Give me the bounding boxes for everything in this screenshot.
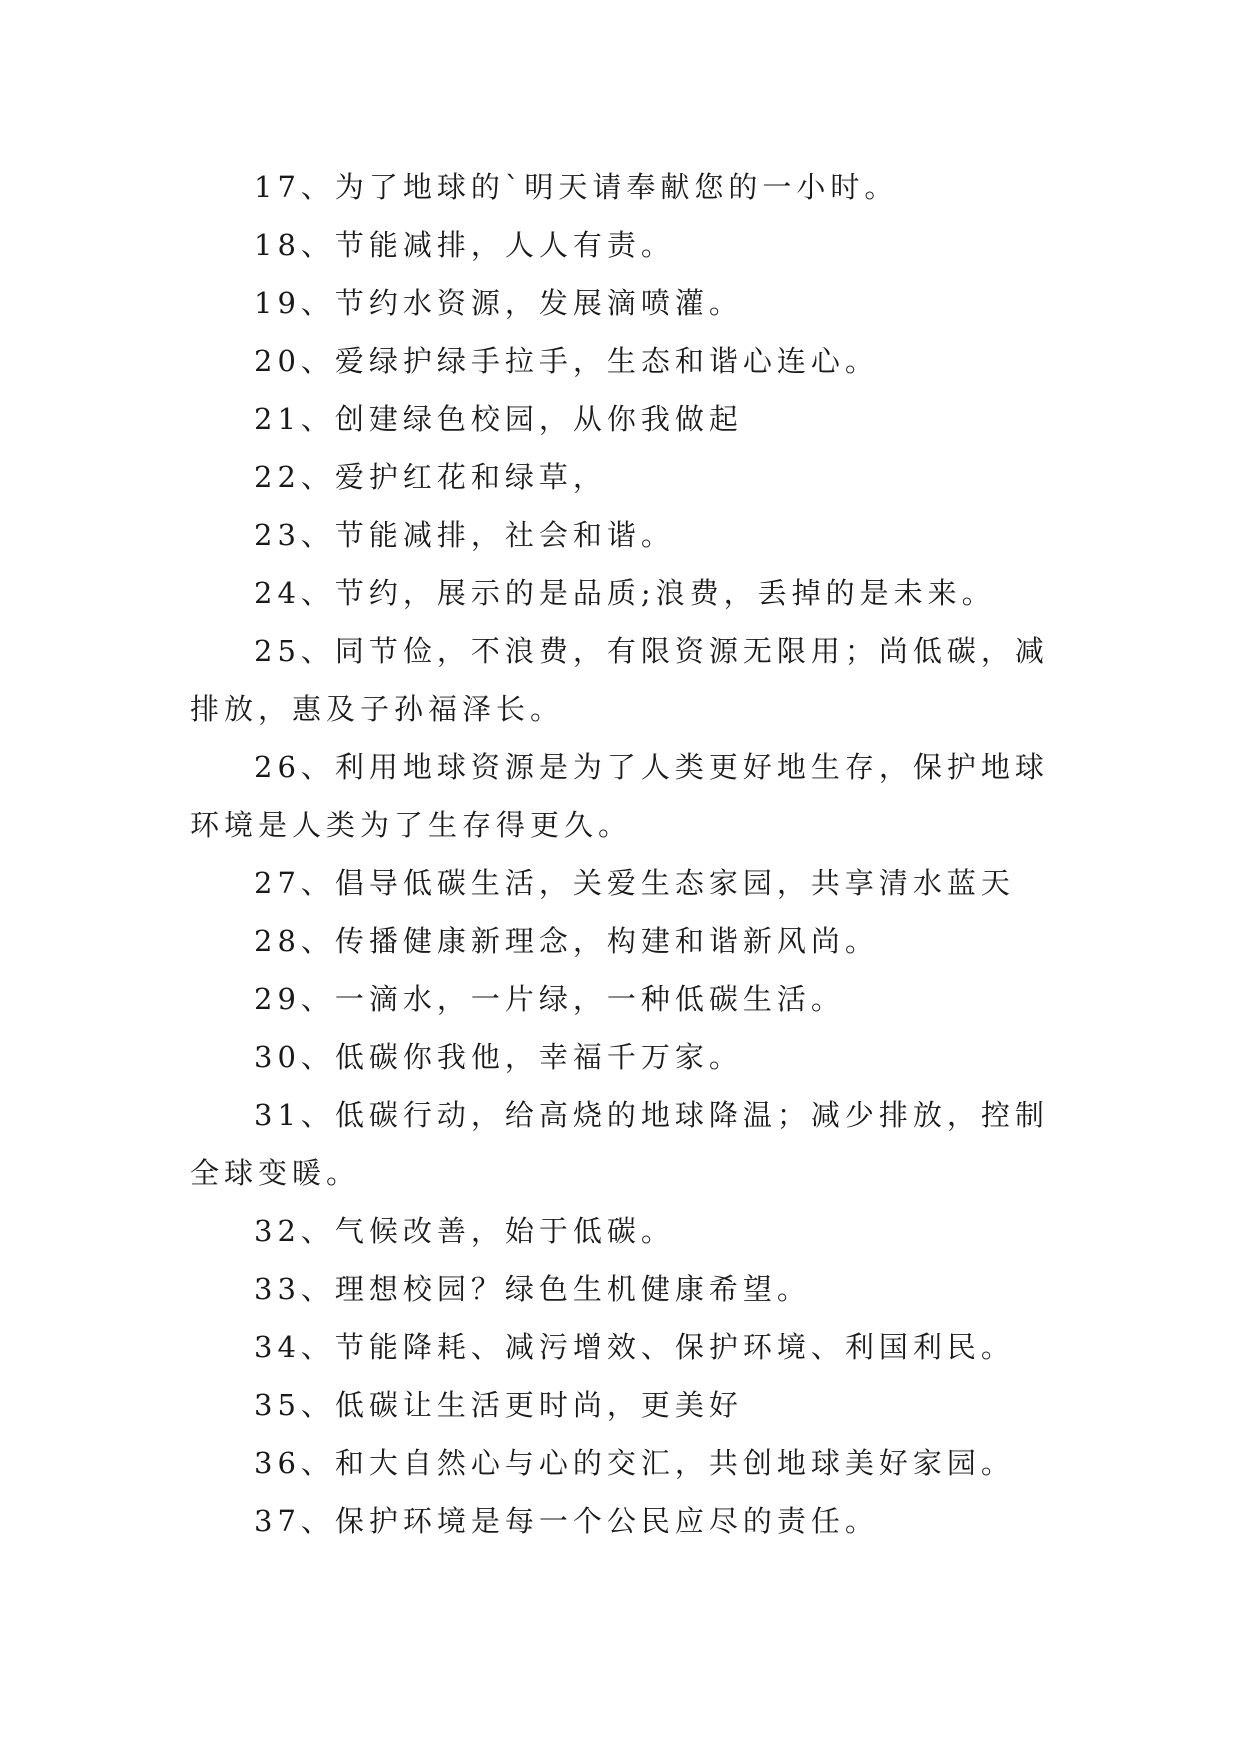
slogan-paragraph: 21、创建绿色校园，从你我做起: [254, 402, 743, 436]
slogan-paragraph: 23、节能减排，社会和谐。: [254, 518, 675, 552]
slogan-paragraph: 22、爱护红花和绿草，: [254, 460, 607, 494]
slogan-paragraph: 26、利用地球资源是为了人类更好地生存，保护地球环境是人类为了生存得更久。: [190, 750, 1049, 842]
slogan-paragraph: 37、保护环境是每一个公民应尽的责任。: [254, 1504, 879, 1538]
slogan-paragraph: 25、同节俭，不浪费，有限资源无限用；尚低碳，减排放，惠及子孙福泽长。: [190, 634, 1049, 726]
slogan-paragraph: 27、倡导低碳生活，关爱生态家园，共享清水蓝天: [254, 866, 1015, 900]
slogan-paragraph: 28、传播健康新理念，构建和谐新风尚。: [254, 924, 879, 958]
slogan-paragraph: 30、低碳你我他，幸福千万家。: [254, 1040, 743, 1074]
slogan-paragraph: 18、节能减排，人人有责。: [254, 228, 675, 262]
slogan-paragraph: 32、气候改善，始于低碳。: [254, 1214, 675, 1248]
slogan-paragraph: 31、低碳行动，给高烧的地球降温；减少排放，控制全球变暖。: [190, 1098, 1049, 1190]
slogan-paragraph: 35、低碳让生活更时尚，更美好: [254, 1388, 743, 1422]
slogan-paragraph: 33、理想校园？绿色生机健康希望。: [254, 1272, 811, 1306]
slogan-paragraph: 19、节约水资源，发展滴喷灌。: [254, 286, 743, 320]
slogan-paragraph: 17、为了地球的`明天请奉献您的一小时。: [254, 170, 899, 204]
slogan-paragraph: 34、节能降耗、减污增效、保护环境、利国利民。: [254, 1330, 1015, 1364]
slogan-paragraph: 36、和大自然心与心的交汇，共创地球美好家园。: [254, 1446, 1015, 1480]
slogan-paragraph: 20、爱绿护绿手拉手，生态和谐心连心。: [254, 344, 879, 378]
slogan-paragraph: 24、节约，展示的是品质;浪费，丢掉的是未来。: [254, 576, 996, 610]
slogan-paragraph: 29、一滴水，一片绿，一种低碳生活。: [254, 982, 845, 1016]
document-body: [190, 158, 1050, 1550]
